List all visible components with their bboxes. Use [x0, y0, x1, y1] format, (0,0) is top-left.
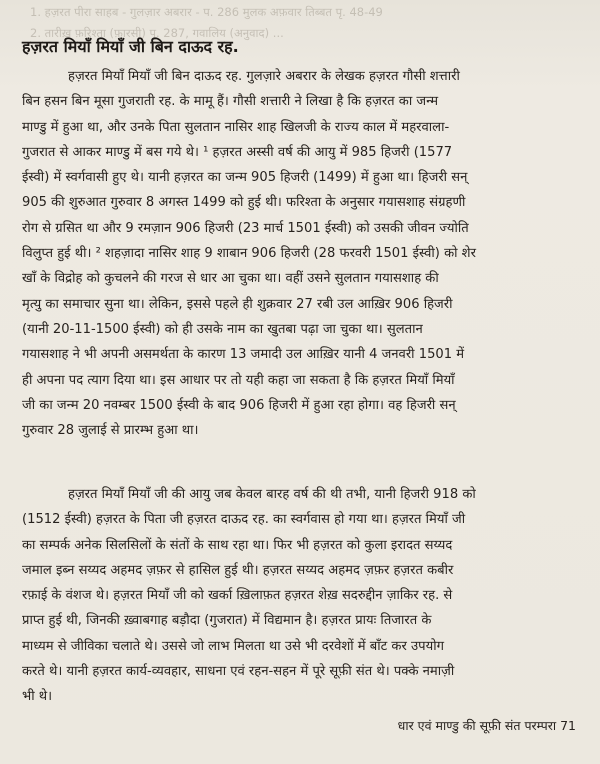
paragraph-line: प्राप्त हुई थी, जिनकी ख़्वाबगाह बड़ौदा (गुजरात) में विद्यमान है। हज़रत प्रायः तिजारत के — [22, 613, 432, 629]
paragraph-line: हज़रत मियाँ मियाँ जी की आयु जब केवल बारह वर्ष की थी तभी, यानी हिजरी 918 को — [68, 487, 476, 502]
paragraph-line: (1512 ईस्वी) हज़रत के पिता जी हज़रत दाऊद रह. का स्वर्गवास हो गया था। हज़रत मियाँ जी — [22, 512, 466, 528]
paragraph-2 — [22, 482, 582, 710]
paragraph-line: गुरुवार 28 जुलाई से प्रारम्भ हुआ था। — [22, 423, 199, 439]
paragraph-line: जमाल इब्न सय्यद अहमद ज़फ़र से हासिल हुई थी। हज़रत सय्यद अहमद ज़फ़र हज़रत कबीर — [22, 562, 454, 578]
paragraph-line: गयासशाह ने भी अपनी असमर्थता के कारण 13 जमादी उल आख़िर यानी 4 जनवरी 1501 में — [22, 347, 465, 363]
paragraph-line: 905 की शुरुआत गुरुवार 8 अगस्त 1499 को हुई थी। फरिश्ता के अनुसार गयासशाह संग्रहणी — [22, 195, 466, 211]
paragraph-line: रफ़ाई के वंशज थे। हज़रत मियाँ जी को खर्का ख़िलाफ़त हज़रत शेख़ सदरुद्दीन ज़ाकिर रह. से — [22, 588, 453, 604]
paragraph-line: विलुप्त हुई थी। ² शहज़ादा नासिर शाह 9 शाबान 906 हिजरी (28 फरवरी 1501 ईस्वी) को शेर — [22, 246, 476, 262]
paragraph-line: भी थे। — [22, 689, 53, 705]
section-heading: हज़रत मियाँ मियाँ जी बिन दाऊद रह. — [22, 37, 239, 56]
paragraph-line: ही अपना पद त्याग दिया था। इस आधार पर तो यही कहा जा सकता है कि हज़रत मियाँ मियाँ — [22, 372, 455, 388]
paragraph-line: करते थे। यानी हज़रत कार्य-व्यवहार, साधना एवं रहन-सहन में पूरे सूफ़ी संत थे। पक्के नमाज़ी — [22, 664, 455, 680]
bleed-line: 2. तारीख़ फ़रिश्ता (फ़ारसी) पृ. 287, गवालिय (अनुवाद) ... — [30, 26, 284, 40]
paragraph-line: खाँ के विद्रोह को कुचलने की गरज से धार आ चुका था। वहीं उसने सुलतान गयासशाह की — [22, 271, 439, 287]
paragraph-line: रोग से ग्रसित था और 9 रमज़ान 906 हिजरी (23 मार्च 1501 ईस्वी) को उसकी जीवन ज्योति — [22, 220, 469, 236]
paragraph-line: जी का जन्म 20 नवम्बर 1500 ईस्वी के बाद 906 हिजरी में हुआ रहा होगा। वह हिजरी सन् — [22, 397, 456, 413]
paragraph-line: हज़रत मियाँ मियाँ जी बिन दाऊद रह. गुलज़ारे अबरार के लेखक हज़रत गौसी शत्तारी — [68, 69, 460, 84]
paragraph-line: ईस्वी) में स्वर्गवासी हुए थे। यानी हज़रत का जन्म 905 हिजरी (1499) में हुआ था। हिजरी सन् — [22, 170, 468, 186]
paragraph-line: माण्डु में हुआ था, और उनके पिता सुलतान नासिर शाह खिलजी के राज्य काल में महरवाला- — [22, 119, 450, 135]
paragraph-line: माध्यम से जीविका चलाते थे। उससे जो लाभ मिलता था उसे भी दरवेशों में बाँट कर उपयोग — [22, 638, 444, 654]
paragraph-line: का सम्पर्क अनेक सिलसिलों के संतों के साथ रहा था। फिर भी हज़रत को कुला इरादत सय्यद — [22, 537, 453, 553]
paragraph-line: मृत्यु का समाचार सुना था। लेकिन, इससे पहले ही शुक्रवार 27 रबी उल आख़िर 906 हिजरी — [22, 296, 453, 312]
bleed-line: 1. हज़रत पीरा साहब - गुलज़ार अबरार - प. 286 मुलक अफ़वार तिब्बत पृ. 48-49 — [30, 5, 383, 19]
paragraph-line: गुजरात से आकर माण्डु में बस गये थे। ¹ हज़रत अस्सी वर्ष की आयु में 985 हिजरी (1577 — [22, 144, 453, 160]
paragraph-line: बिन हसन बिन मूसा गुजराती रह. के मामू हैं। गौसी शत्तारी ने लिखा है कि हज़रत का जन्म — [22, 94, 439, 110]
paragraph-line: (यानी 20-11-1500 ईस्वी) को ही उसके नाम का खुतबा पढ़ा जा चुका था। सुलतान — [22, 321, 423, 337]
page-footer: धार एवं माण्डु की सूफ़ी संत परम्परा 71 — [397, 718, 576, 733]
paragraph-1 — [22, 64, 582, 443]
